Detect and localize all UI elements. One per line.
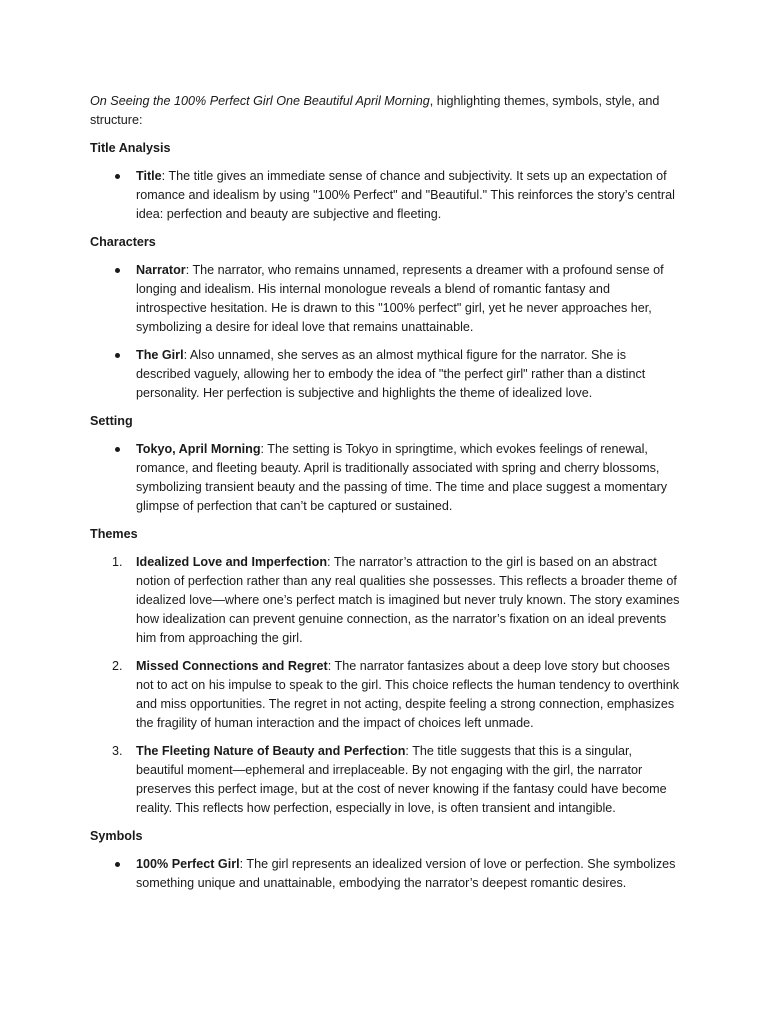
item-term: Idealized Love and Imperfection: [136, 555, 328, 569]
symbols-list: [90, 855, 680, 893]
setting-list: [90, 440, 680, 516]
list-item: [90, 346, 680, 403]
item-text: : The title suggests that this is a singular, beautiful moment—ephemeral and irreplaceable. By not engaging with the girl, the narrator preserves this perfect image, but at the cost of never knowing if the fantasy could have become reality. This reflects how perfection, especially in love, is often transient and intangible.: [136, 744, 667, 815]
item-term: The Girl: [136, 348, 184, 362]
characters-list: [90, 261, 680, 403]
heading-setting: Setting: [90, 414, 133, 428]
item-term: Narrator: [136, 263, 186, 277]
item-term: The Fleeting Nature of Beauty and Perfection: [136, 744, 406, 758]
intro-paragraph: [90, 92, 680, 130]
list-item: [90, 553, 680, 648]
list-item: [90, 167, 680, 224]
heading-characters: Characters: [90, 235, 156, 249]
list-number: 1.: [112, 555, 123, 569]
list-item: [90, 742, 680, 818]
item-text: : The girl represents an idealized version of love or perfection. She symbolizes something unique and unattainable, embodying the narrator’s deepest romantic desires.: [136, 857, 676, 890]
item-text: : Also unnamed, she serves as an almost mythical figure for the narrator. She is described vaguely, allowing her to embody the idea of "the perfect girl" rather than a distinct personality. Her perfection is subjective and highlights the theme of idealized love.: [136, 348, 646, 400]
heading-themes: Themes: [90, 527, 138, 541]
list-item: [90, 855, 680, 893]
item-text: : The narrator’s attraction to the girl is based on an abstract notion of perfection rather than any real qualities she possesses. This reflects a broader theme of idealized love—where one’s perfect match is imagined but never truly known. The story examines how idealization can prevent genuine connection, as the narrator’s fixation on an ideal prevents him from approaching the girl.: [136, 555, 680, 645]
intro-text: , highlighting themes, symbols, style, and structure:: [90, 94, 660, 127]
list-item: [90, 657, 680, 733]
item-term: Missed Connections and Regret: [136, 659, 328, 673]
item-text: : The narrator, who remains unnamed, represents a dreamer with a profound sense of longing and idealism. His internal monologue reveals a blend of romantic fantasy and introspective hesitation. He is drawn to this "100% perfect" girl, yet he never approaches her, symbolizing a desire for ideal love that remains unattainable.: [136, 263, 664, 334]
heading-symbols: Symbols: [90, 829, 143, 843]
list-number: 3.: [112, 744, 123, 758]
list-item: [90, 261, 680, 337]
list-number: 2.: [112, 659, 123, 673]
document-page: [90, 92, 680, 902]
item-term: 100% Perfect Girl: [136, 857, 240, 871]
heading-title-analysis: Title Analysis: [90, 141, 171, 155]
themes-list: [90, 553, 680, 818]
item-text: : The narrator fantasizes about a deep love story but chooses not to act on his impulse to speak to the girl. This choice reflects the human tendency to overthink and miss opportunities. The regret in not acting, despite feeling a strong connection, emphasizes the fragility of human interaction and the impact of choices left unmade.: [136, 659, 679, 730]
item-text: : The title gives an immediate sense of chance and subjectivity. It sets up an expectation of romance and idealism by using "100% Perfect" and "Beautiful." This reinforces the story’s central idea: perfection and beauty are subjective and fleeting.: [136, 169, 675, 221]
title-analysis-list: [90, 167, 680, 224]
list-item: [90, 440, 680, 516]
item-text: : The setting is Tokyo in springtime, which evokes feelings of renewal, romance, and fleeting beauty. April is traditionally associated with spring and cherry blossoms, symbolizing transient beauty and the passing of time. The time and place suggest a momentary glimpse of perfection that can’t be captured or sustained.: [136, 442, 668, 513]
story-title: On Seeing the 100% Perfect Girl One Beautiful April Morning: [90, 94, 430, 108]
item-term: Title: [136, 169, 162, 183]
item-term: Tokyo, April Morning: [136, 442, 261, 456]
